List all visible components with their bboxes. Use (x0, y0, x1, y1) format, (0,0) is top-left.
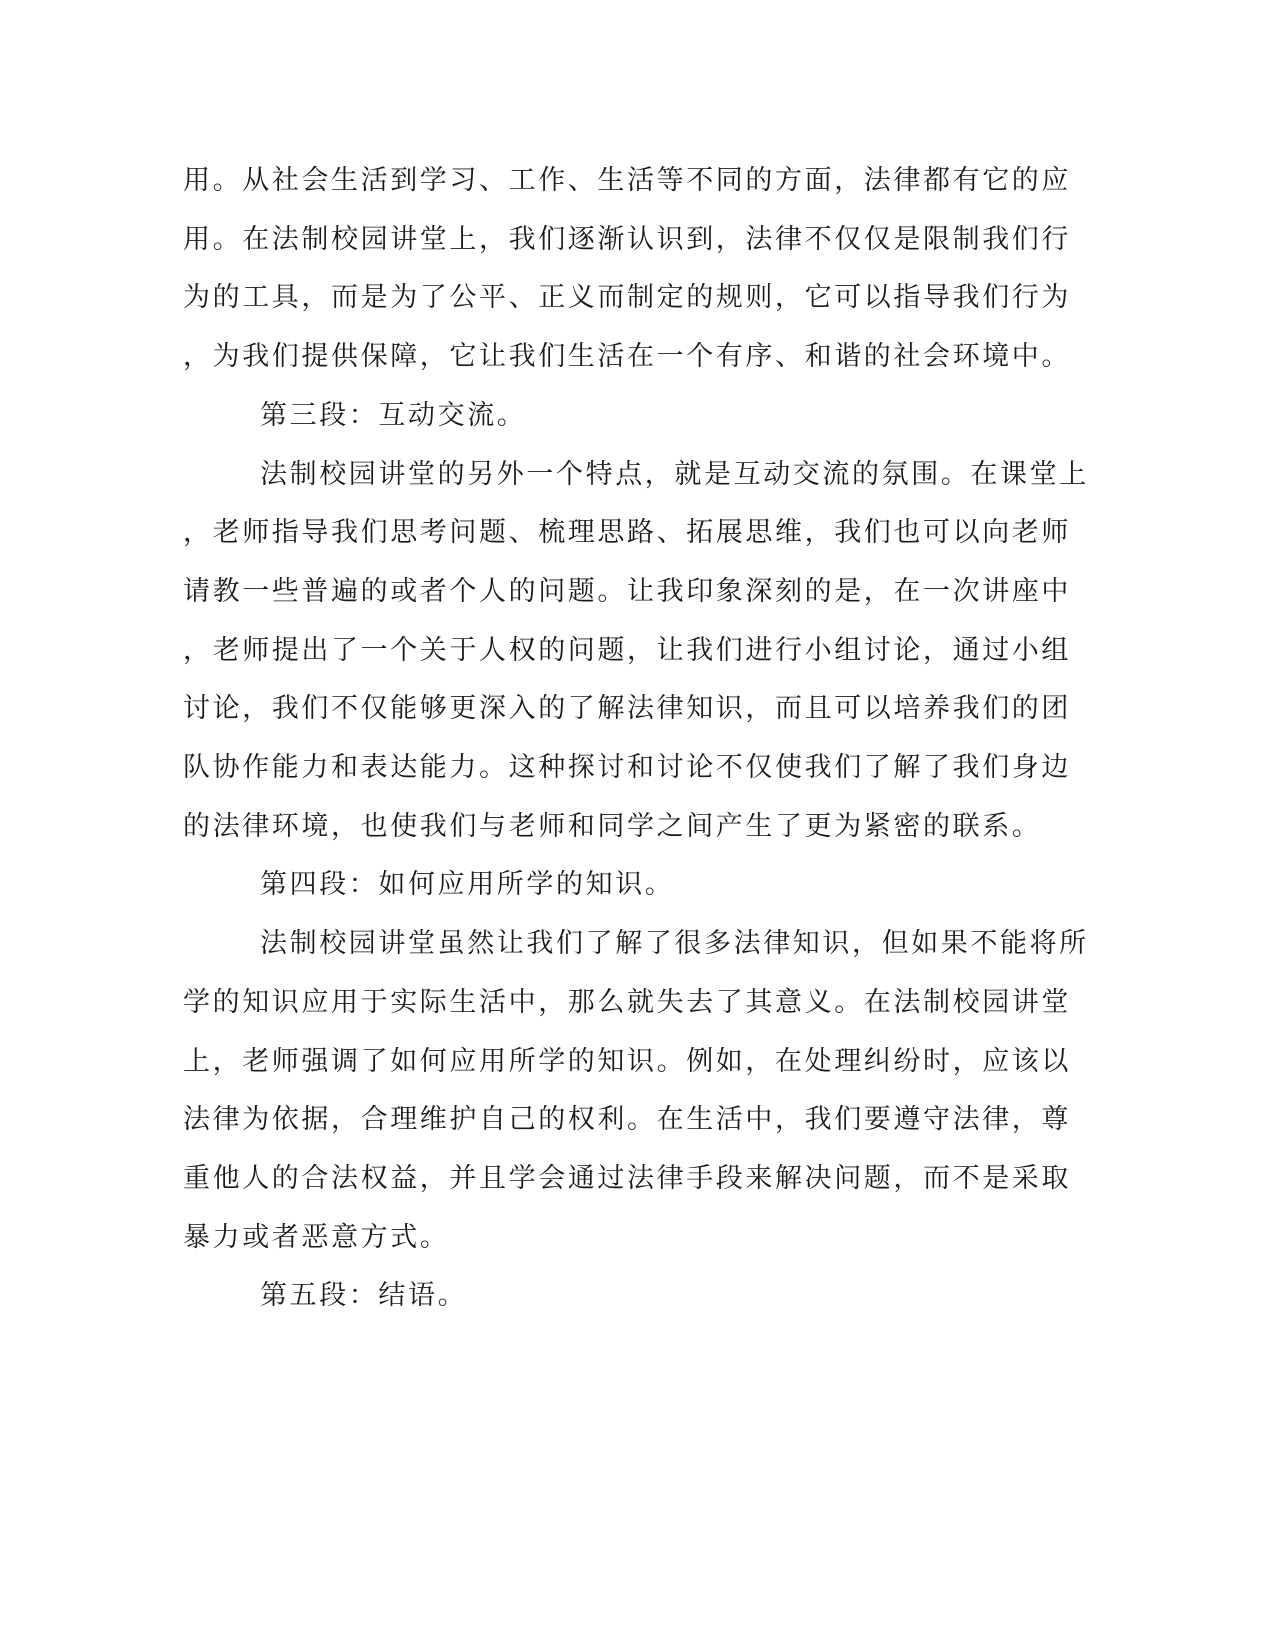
paragraph-line: 用。从社会生活到学习、工作、生活等不同的方面，法律都有它的应 (183, 165, 1071, 196)
paragraph-line: 的法律环境，也使我们与老师和同学之间产生了更为紧密的联系。 (183, 811, 1042, 842)
paragraph-line: 暴力或者恶意方式。 (183, 1222, 450, 1253)
paragraph-line: 法制校园讲堂虽然让我们了解了很多法律知识，但如果不能将所 (260, 928, 1089, 959)
paragraph-line: ，老师指导我们思考问题、梳理思路、拓展思维，我们也可以向老师 (183, 517, 1071, 548)
paragraph-line: 用。在法制校园讲堂上，我们逐渐认识到，法律不仅仅是限制我们行 (183, 224, 1071, 255)
paragraph-line: 法律为依据，合理维护自己的权利。在生活中，我们要遵守法律，尊 (183, 1104, 1071, 1135)
paragraph-line: 讨论，我们不仅能够更深入的了解法律知识，而且可以培养我们的团 (183, 693, 1071, 724)
section-heading: 第五段：结语。 (260, 1280, 468, 1311)
paragraph-line: 学的知识应用于实际生活中，那么就失去了其意义。在法制校园讲堂 (183, 987, 1071, 1018)
paragraph-line: 队协作能力和表达能力。这种探讨和讨论不仅使我们了解了我们身边 (183, 752, 1071, 783)
section-heading: 第三段：互动交流。 (260, 400, 527, 431)
paragraph-line: ，老师提出了一个关于人权的问题，让我们进行小组讨论，通过小组 (183, 635, 1071, 666)
paragraph-line: 请教一些普遍的或者个人的问题。让我印象深刻的是，在一次讲座中 (183, 576, 1071, 607)
paragraph-line: 为的工具，而是为了公平、正义而制定的规则，它可以指导我们行为 (183, 282, 1071, 313)
paragraph-line: ，为我们提供保障，它让我们生活在一个有序、和谐的社会环境中。 (183, 341, 1071, 372)
paragraph-line: 上，老师强调了如何应用所学的知识。例如，在处理纠纷时，应该以 (183, 1046, 1071, 1077)
paragraph-line: 法制校园讲堂的另外一个特点，就是互动交流的氛围。在课堂上 (260, 459, 1089, 490)
section-heading: 第四段：如何应用所学的知识。 (260, 869, 675, 900)
paragraph-line: 重他人的合法权益，并且学会通过法律手段来解决问题，而不是采取 (183, 1163, 1071, 1194)
